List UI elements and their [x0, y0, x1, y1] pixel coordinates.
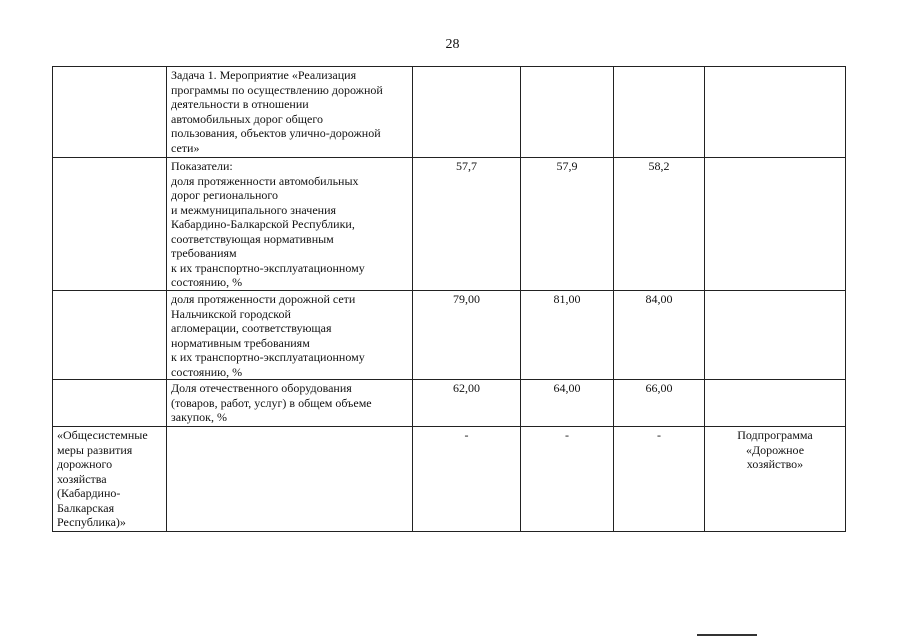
- table-cell-name: [53, 158, 167, 291]
- page-number: 28: [445, 37, 460, 52]
- table-cell-name: «Общесистемные меры развития дорожного хозяйства (Кабардино- Балкарская Республика)»: [53, 427, 167, 532]
- table-row: [53, 67, 846, 158]
- table-cell-value: 62,00: [413, 380, 521, 427]
- table-row: [53, 380, 846, 427]
- table-cell-name: [53, 380, 167, 427]
- table-row: [53, 291, 846, 380]
- table-cell-note: [705, 158, 846, 291]
- table-cell-value: 84,00: [614, 291, 705, 380]
- table-row: [53, 427, 846, 532]
- table-cell-value: [521, 67, 614, 158]
- program-table: [52, 66, 846, 532]
- scan-artifact-mark: [697, 634, 757, 640]
- table-cell-description: [167, 427, 413, 532]
- table-cell-note: [705, 67, 846, 158]
- table-cell-name: [53, 67, 167, 158]
- table-cell-value: 81,00: [521, 291, 614, 380]
- table-cell-note: [705, 291, 846, 380]
- table-cell-value: 57,9: [521, 158, 614, 291]
- table-cell-value: -: [413, 427, 521, 532]
- table-cell-value: 57,7: [413, 158, 521, 291]
- table-cell-note: [705, 380, 846, 427]
- table-cell-name: [53, 291, 167, 380]
- table-cell-value: [614, 67, 705, 158]
- table-cell-value: -: [614, 427, 705, 532]
- table-cell-note: Подпрограмма «Дорожное хозяйство»: [705, 427, 846, 532]
- table-cell-value: 64,00: [521, 380, 614, 427]
- table-cell-value: 66,00: [614, 380, 705, 427]
- table-row: [53, 158, 846, 291]
- table-cell-value: -: [521, 427, 614, 532]
- table-cell-description: Задача 1. Мероприятие «Реализация программы по осуществлению дорожной деятельности в отношении автомобильных дорог общего пользования, объектов улично-дорожной сети»: [167, 67, 413, 158]
- table-cell-value: 79,00: [413, 291, 521, 380]
- table-cell-description: Показатели: доля протяженности автомобильных дорог регионального и межмуниципального значения Кабардино-Балкарской Республики, соответствующая нормативным требованиям к их транспортно-эксплуатационному состоянию, %: [167, 158, 413, 291]
- table-cell-description: Доля отечественного оборудования (товаров, работ, услуг) в общем объеме закупок, %: [167, 380, 413, 427]
- table-cell-value: [413, 67, 521, 158]
- table-cell-description: доля протяженности дорожной сети Нальчикской городской агломерации, соответствующая нормативным требованиям к их транспортно-эксплуатационному состоянию, %: [167, 291, 413, 380]
- table-cell-value: 58,2: [614, 158, 705, 291]
